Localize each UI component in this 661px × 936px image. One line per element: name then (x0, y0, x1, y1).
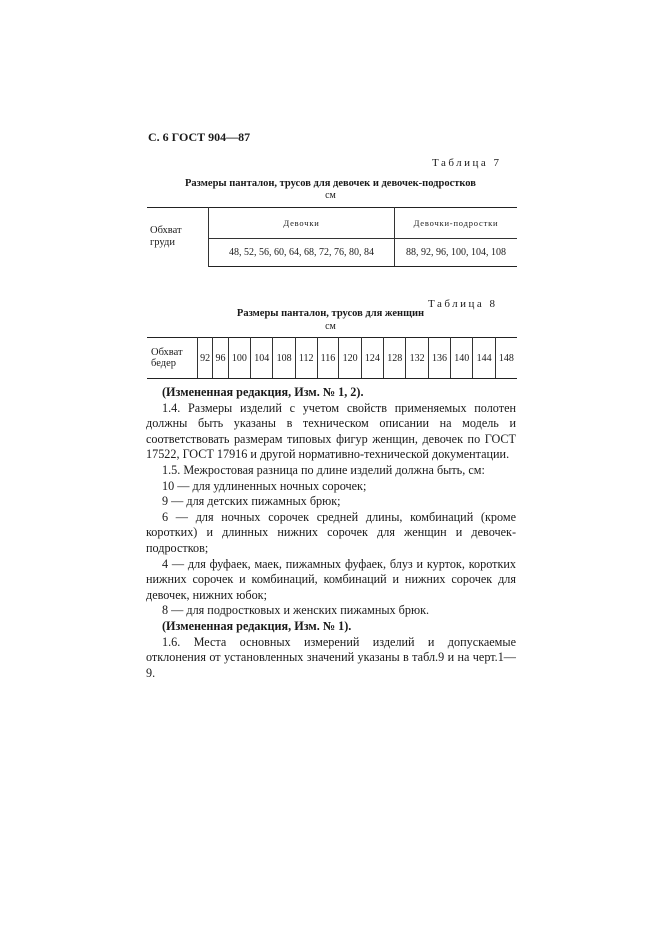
list-item: 6 — для ночных сорочек средней длины, комбинаций (кроме коротких) и длинных нижних сорочек для женщин и девочек-подростков; (146, 509, 516, 555)
table-8-cell: 136 (428, 338, 450, 379)
table-8-cell: 96 (213, 338, 228, 379)
table-8-cell: 112 (295, 338, 317, 379)
revision-note: (Измененная редакция, Изм. № 1). (162, 618, 352, 633)
table-7-column-header-girls: Девочки (209, 208, 395, 239)
revision-note: (Измененная редакция, Изм. № 1, 2). (162, 385, 364, 399)
list-item: 10 — для удлиненных ночных сорочек; (162, 478, 367, 493)
page-header: С. 6 ГОСТ 904—87 (148, 130, 251, 144)
list-item: 4 — для фуфаек, маек, пижамных фуфаек, блуз и курток, коротких нижних сорочек и комбинаций, комбинаций и нижних сорочек для девочек, нижних юбок; (146, 556, 516, 602)
table-7-label: Таблица 7 (432, 157, 502, 169)
list-item: 9 — для детских пижамных брюк; (162, 494, 341, 509)
table-8-row-header: Обхват бедер (147, 338, 198, 379)
list-item: 8 — для подростковых и женских пижамных брюк. (162, 603, 430, 618)
table-8-cell: 100 (228, 338, 250, 379)
table-8-cell: 148 (495, 338, 517, 379)
table-8 (147, 337, 517, 379)
paragraph-1-4: 1.4. Размеры изделий с учетом свойств применяемых полотен должны быть указаны в техническом описании на модель и соответствовать размерам типовых фигур женщин, девочек по ГОСТ 17522, ГОСТ 17916 и другой нормативно-технической документации. (146, 400, 516, 462)
table-8-cell: 108 (273, 338, 295, 379)
paragraph-1-6: 1.6. Места основных измерений изделий и допускаемые отклонения от установленных значений указаны в табл.9 и на черт.1—9. (146, 634, 516, 680)
table-8-unit: см (325, 321, 336, 332)
table-8-cell: 124 (361, 338, 383, 379)
body-text (146, 385, 516, 681)
table-8-cell: 144 (473, 338, 495, 379)
table-8-title: Размеры панталон, трусов для женщин (236, 308, 425, 319)
table-7-title: Размеры панталон, трусов для девочек и девочек-подростков (185, 178, 476, 189)
table-8-cell: 120 (339, 338, 361, 379)
table-8-cell: 104 (251, 338, 273, 379)
table-7-unit: см (325, 190, 336, 201)
table-8-cell: 140 (451, 338, 473, 379)
table-7 (147, 207, 517, 267)
table-7-cell-girls: 48, 52, 56, 60, 64, 68, 72, 76, 80, 84 (209, 239, 395, 267)
table-8-cell: 92 (198, 338, 213, 379)
table-8-cell: 128 (384, 338, 406, 379)
table-7-cell-teen-girls: 88, 92, 96, 100, 104, 108 (395, 239, 518, 267)
paragraph-1-5: 1.5. Межростовая разница по длине изделий должна быть, см: (162, 462, 485, 477)
table-8-cell: 116 (317, 338, 339, 379)
table-7-column-header-teen-girls: Девочки-подростки (395, 208, 518, 239)
table-7-row-header: Обхват груди (147, 208, 209, 267)
table-8-label: Таблица 8 (428, 298, 498, 310)
table-8-cell: 132 (406, 338, 428, 379)
